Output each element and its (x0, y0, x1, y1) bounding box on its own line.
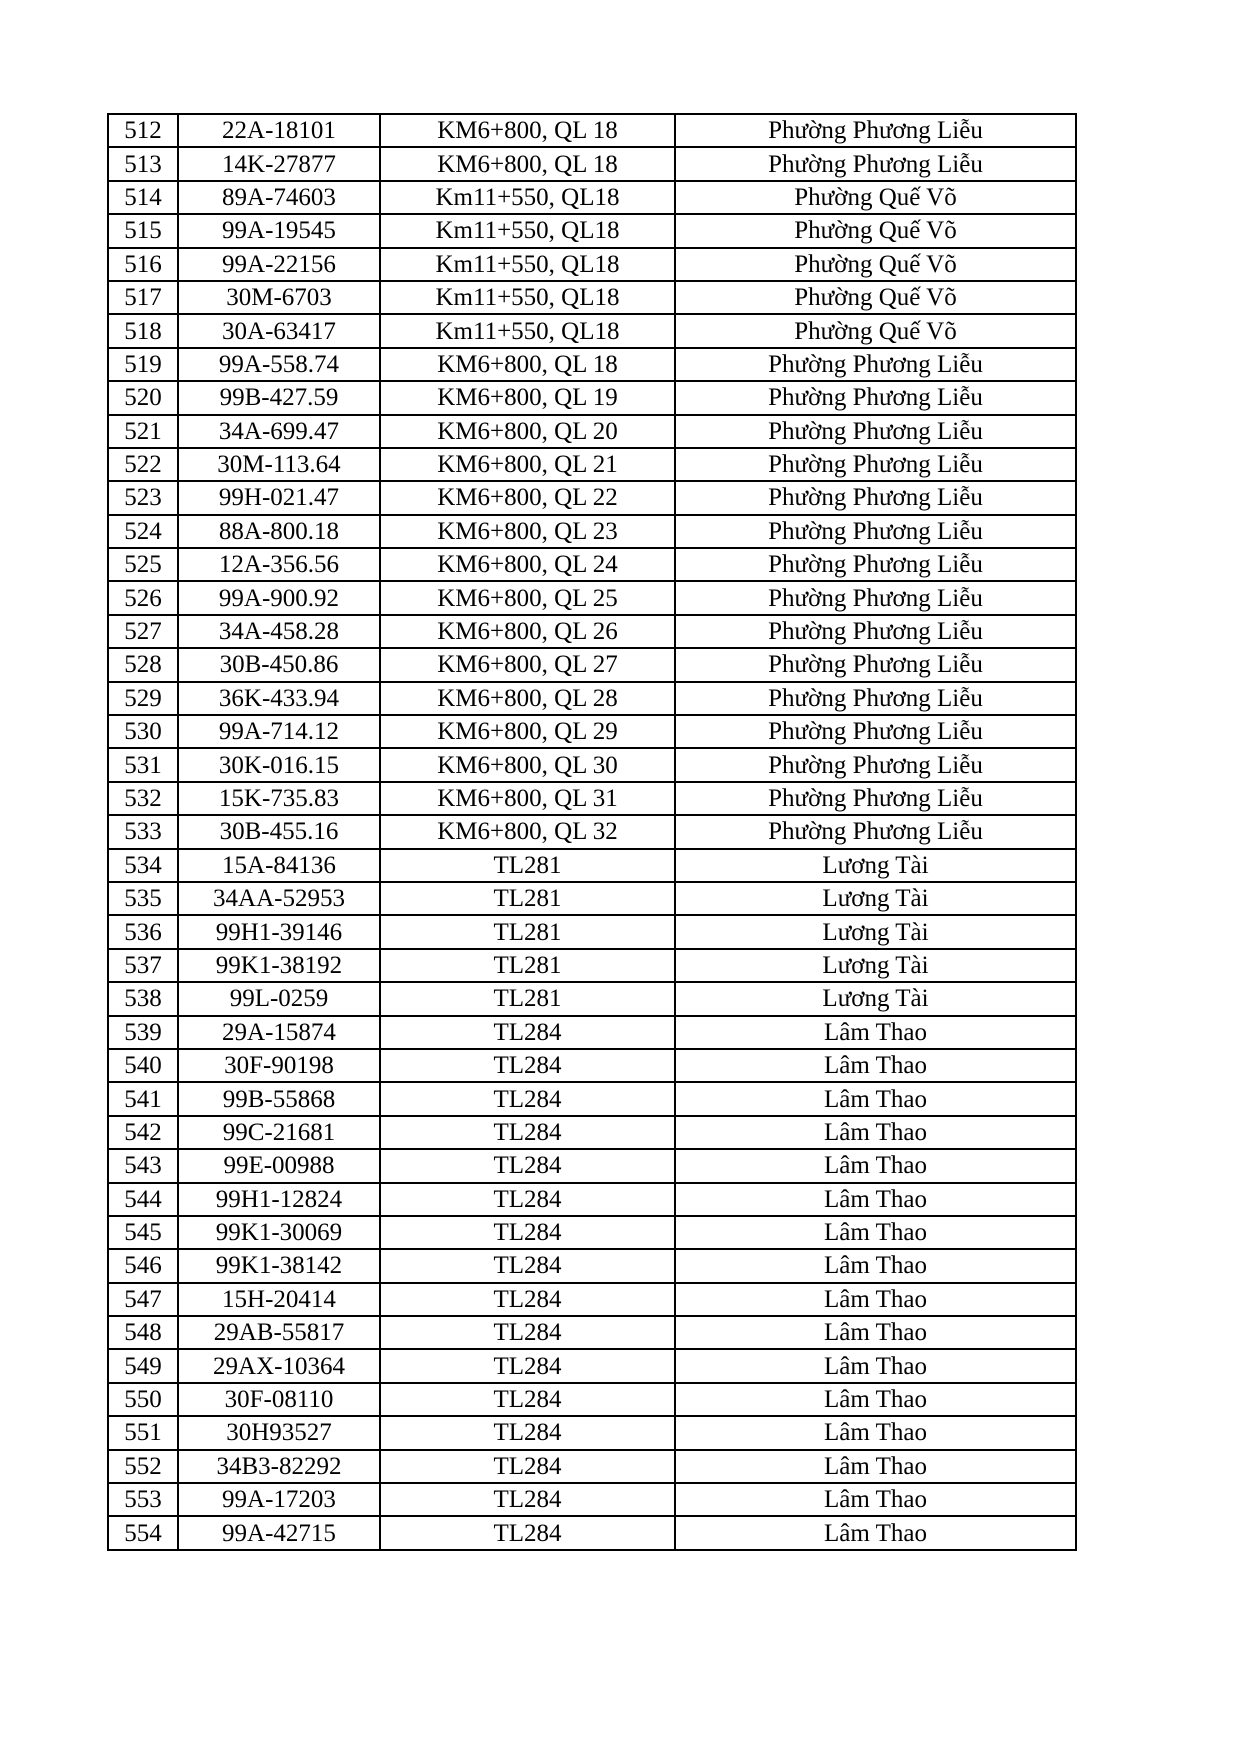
row-number-cell: 554 (108, 1516, 178, 1549)
license-plate-cell: 30F-08110 (178, 1383, 380, 1416)
unit-cell: Phường Quế Võ (675, 281, 1076, 314)
unit-cell: Lương Tài (675, 949, 1076, 982)
location-cell: KM6+800, QL 24 (380, 548, 675, 581)
location-cell: TL281 (380, 949, 675, 982)
location-cell: TL284 (380, 1082, 675, 1115)
table-row (108, 1249, 1076, 1282)
unit-cell: Phường Phương Liễu (675, 815, 1076, 848)
unit-cell: Lâm Thao (675, 1082, 1076, 1115)
location-cell: Km11+550, QL18 (380, 248, 675, 281)
location-cell: TL284 (380, 1316, 675, 1349)
row-number-cell: 513 (108, 147, 178, 180)
unit-cell: Lâm Thao (675, 1316, 1076, 1349)
table-row (108, 1216, 1076, 1249)
row-number-cell: 552 (108, 1450, 178, 1483)
table-row (108, 147, 1076, 180)
license-plate-cell: 15K-735.83 (178, 782, 380, 815)
row-number-cell: 539 (108, 1016, 178, 1049)
row-number-cell: 535 (108, 882, 178, 915)
table-row (108, 815, 1076, 848)
table-row (108, 1450, 1076, 1483)
table-row (108, 1149, 1076, 1182)
license-plate-cell: 99A-558.74 (178, 348, 380, 381)
location-cell: Km11+550, QL18 (380, 281, 675, 314)
license-plate-cell: 99A-19545 (178, 214, 380, 247)
location-cell: TL284 (380, 1483, 675, 1516)
row-number-cell: 514 (108, 181, 178, 214)
license-plate-cell: 15H-20414 (178, 1283, 380, 1316)
unit-cell: Phường Quế Võ (675, 214, 1076, 247)
unit-cell: Phường Quế Võ (675, 181, 1076, 214)
row-number-cell: 517 (108, 281, 178, 314)
location-cell: TL284 (380, 1383, 675, 1416)
row-number-cell: 527 (108, 615, 178, 648)
location-cell: TL284 (380, 1183, 675, 1216)
table-row (108, 782, 1076, 815)
row-number-cell: 515 (108, 214, 178, 247)
unit-cell: Phường Phương Liễu (675, 147, 1076, 180)
location-cell: KM6+800, QL 18 (380, 348, 675, 381)
row-number-cell: 520 (108, 381, 178, 414)
license-plate-cell: 29A-15874 (178, 1016, 380, 1049)
row-number-cell: 525 (108, 548, 178, 581)
row-number-cell: 538 (108, 982, 178, 1015)
location-cell: Km11+550, QL18 (380, 214, 675, 247)
unit-cell: Lương Tài (675, 915, 1076, 948)
location-cell: KM6+800, QL 29 (380, 715, 675, 748)
license-plate-cell: 99A-900.92 (178, 581, 380, 614)
unit-cell: Phường Quế Võ (675, 248, 1076, 281)
license-plate-cell: 99A-22156 (178, 248, 380, 281)
unit-cell: Lương Tài (675, 882, 1076, 915)
table-row (108, 982, 1076, 1015)
row-number-cell: 549 (108, 1349, 178, 1382)
unit-cell: Phường Phương Liễu (675, 348, 1076, 381)
table-row (108, 1116, 1076, 1149)
unit-cell: Lâm Thao (675, 1483, 1076, 1516)
location-cell: KM6+800, QL 27 (380, 648, 675, 681)
license-plate-cell: 22A-18101 (178, 114, 380, 147)
location-cell: TL284 (380, 1116, 675, 1149)
location-cell: TL284 (380, 1216, 675, 1249)
unit-cell: Phường Phương Liễu (675, 782, 1076, 815)
license-plate-cell: 36K-433.94 (178, 682, 380, 715)
location-cell: TL281 (380, 849, 675, 882)
table-row (108, 1283, 1076, 1316)
row-number-cell: 540 (108, 1049, 178, 1082)
license-plate-cell: 34B3-82292 (178, 1450, 380, 1483)
location-cell: KM6+800, QL 23 (380, 515, 675, 548)
license-plate-cell: 99B-55868 (178, 1082, 380, 1115)
unit-cell: Phường Phương Liễu (675, 448, 1076, 481)
table-body (108, 114, 1076, 1550)
row-number-cell: 529 (108, 682, 178, 715)
license-plate-cell: 99K1-38142 (178, 1249, 380, 1282)
row-number-cell: 543 (108, 1149, 178, 1182)
table-row (108, 1516, 1076, 1549)
location-cell: Km11+550, QL18 (380, 181, 675, 214)
unit-cell: Lâm Thao (675, 1016, 1076, 1049)
license-plate-cell: 99A-42715 (178, 1516, 380, 1549)
row-number-cell: 526 (108, 581, 178, 614)
location-cell: KM6+800, QL 28 (380, 682, 675, 715)
table-row (108, 615, 1076, 648)
table-row (108, 381, 1076, 414)
unit-cell: Lâm Thao (675, 1183, 1076, 1216)
row-number-cell: 531 (108, 748, 178, 781)
location-cell: TL284 (380, 1516, 675, 1549)
location-cell: TL281 (380, 882, 675, 915)
row-number-cell: 537 (108, 949, 178, 982)
row-number-cell: 528 (108, 648, 178, 681)
unit-cell: Phường Phương Liễu (675, 615, 1076, 648)
unit-cell: Lâm Thao (675, 1049, 1076, 1082)
table-row (108, 1183, 1076, 1216)
unit-cell: Phường Phương Liễu (675, 415, 1076, 448)
table-row (108, 481, 1076, 514)
table-row (108, 1349, 1076, 1382)
table-row (108, 949, 1076, 982)
unit-cell: Lâm Thao (675, 1249, 1076, 1282)
row-number-cell: 542 (108, 1116, 178, 1149)
unit-cell: Lâm Thao (675, 1416, 1076, 1449)
unit-cell: Lương Tài (675, 849, 1076, 882)
license-plate-cell: 99L-0259 (178, 982, 380, 1015)
unit-cell: Phường Phương Liễu (675, 748, 1076, 781)
table-row (108, 1082, 1076, 1115)
license-plate-cell: 30M-113.64 (178, 448, 380, 481)
unit-cell: Phường Phương Liễu (675, 648, 1076, 681)
location-cell: KM6+800, QL 26 (380, 615, 675, 648)
unit-cell: Lâm Thao (675, 1149, 1076, 1182)
location-cell: TL284 (380, 1149, 675, 1182)
table-row (108, 281, 1076, 314)
license-plate-cell: 34A-699.47 (178, 415, 380, 448)
location-cell: TL284 (380, 1049, 675, 1082)
unit-cell: Lương Tài (675, 982, 1076, 1015)
row-number-cell: 516 (108, 248, 178, 281)
unit-cell: Phường Phương Liễu (675, 114, 1076, 147)
unit-cell: Lâm Thao (675, 1450, 1076, 1483)
row-number-cell: 533 (108, 815, 178, 848)
location-cell: KM6+800, QL 18 (380, 147, 675, 180)
location-cell: TL281 (380, 915, 675, 948)
license-plate-cell: 14K-27877 (178, 147, 380, 180)
license-plate-cell: 89A-74603 (178, 181, 380, 214)
license-plate-cell: 99A-714.12 (178, 715, 380, 748)
row-number-cell: 519 (108, 348, 178, 381)
license-plate-cell: 99B-427.59 (178, 381, 380, 414)
license-plate-cell: 99H1-39146 (178, 915, 380, 948)
unit-cell: Lâm Thao (675, 1116, 1076, 1149)
license-plate-cell: 99C-21681 (178, 1116, 380, 1149)
license-plate-cell: 29AB-55817 (178, 1316, 380, 1349)
row-number-cell: 541 (108, 1082, 178, 1115)
row-number-cell: 512 (108, 114, 178, 147)
table-row (108, 581, 1076, 614)
unit-cell: Lâm Thao (675, 1516, 1076, 1549)
table-row (108, 248, 1076, 281)
unit-cell: Phường Phương Liễu (675, 581, 1076, 614)
unit-cell: Phường Phương Liễu (675, 381, 1076, 414)
table-row (108, 348, 1076, 381)
location-cell: KM6+800, QL 25 (380, 581, 675, 614)
document-page (107, 113, 1077, 1551)
location-cell: KM6+800, QL 18 (380, 114, 675, 147)
license-plate-cell: 30M-6703 (178, 281, 380, 314)
row-number-cell: 523 (108, 481, 178, 514)
license-plate-cell: 30A-63417 (178, 314, 380, 347)
row-number-cell: 553 (108, 1483, 178, 1516)
location-cell: TL284 (380, 1283, 675, 1316)
license-plate-cell: 30K-016.15 (178, 748, 380, 781)
row-number-cell: 536 (108, 915, 178, 948)
license-plate-cell: 34AA-52953 (178, 882, 380, 915)
row-number-cell: 548 (108, 1316, 178, 1349)
row-number-cell: 522 (108, 448, 178, 481)
location-cell: Km11+550, QL18 (380, 314, 675, 347)
location-cell: TL284 (380, 1016, 675, 1049)
row-number-cell: 551 (108, 1416, 178, 1449)
row-number-cell: 544 (108, 1183, 178, 1216)
unit-cell: Phường Phương Liễu (675, 515, 1076, 548)
unit-cell: Phường Phương Liễu (675, 481, 1076, 514)
row-number-cell: 547 (108, 1283, 178, 1316)
license-plate-cell: 99H-021.47 (178, 481, 380, 514)
table-row (108, 915, 1076, 948)
table-row (108, 314, 1076, 347)
license-plate-cell: 15A-84136 (178, 849, 380, 882)
unit-cell: Phường Phương Liễu (675, 682, 1076, 715)
unit-cell: Lâm Thao (675, 1283, 1076, 1316)
row-number-cell: 521 (108, 415, 178, 448)
license-plate-cell: 30H93527 (178, 1416, 380, 1449)
table-row (108, 114, 1076, 147)
license-plate-cell: 99H1-12824 (178, 1183, 380, 1216)
license-plate-cell: 30B-455.16 (178, 815, 380, 848)
table-row (108, 448, 1076, 481)
license-plate-cell: 30F-90198 (178, 1049, 380, 1082)
table-row (108, 214, 1076, 247)
table-row (108, 1483, 1076, 1516)
row-number-cell: 550 (108, 1383, 178, 1416)
location-cell: KM6+800, QL 22 (380, 481, 675, 514)
row-number-cell: 546 (108, 1249, 178, 1282)
location-cell: KM6+800, QL 32 (380, 815, 675, 848)
table-row (108, 715, 1076, 748)
location-cell: TL284 (380, 1416, 675, 1449)
location-cell: TL284 (380, 1450, 675, 1483)
location-cell: KM6+800, QL 21 (380, 448, 675, 481)
license-plate-cell: 99K1-38192 (178, 949, 380, 982)
row-number-cell: 532 (108, 782, 178, 815)
location-cell: TL284 (380, 1249, 675, 1282)
license-plate-cell: 99E-00988 (178, 1149, 380, 1182)
table-row (108, 1383, 1076, 1416)
unit-cell: Phường Phương Liễu (675, 548, 1076, 581)
table-row (108, 1016, 1076, 1049)
table-row (108, 682, 1076, 715)
license-plate-cell: 29AX-10364 (178, 1349, 380, 1382)
table-row (108, 1416, 1076, 1449)
table-row (108, 882, 1076, 915)
location-cell: KM6+800, QL 31 (380, 782, 675, 815)
location-cell: KM6+800, QL 19 (380, 381, 675, 414)
table-row (108, 181, 1076, 214)
table-row (108, 1049, 1076, 1082)
violations-table (107, 113, 1077, 1551)
unit-cell: Lâm Thao (675, 1383, 1076, 1416)
license-plate-cell: 99K1-30069 (178, 1216, 380, 1249)
table-row (108, 648, 1076, 681)
license-plate-cell: 88A-800.18 (178, 515, 380, 548)
row-number-cell: 545 (108, 1216, 178, 1249)
location-cell: KM6+800, QL 20 (380, 415, 675, 448)
unit-cell: Phường Phương Liễu (675, 715, 1076, 748)
table-row (108, 515, 1076, 548)
table-row (108, 1316, 1076, 1349)
location-cell: TL281 (380, 982, 675, 1015)
location-cell: KM6+800, QL 30 (380, 748, 675, 781)
location-cell: TL284 (380, 1349, 675, 1382)
table-row (108, 548, 1076, 581)
table-row (108, 748, 1076, 781)
license-plate-cell: 12A-356.56 (178, 548, 380, 581)
row-number-cell: 534 (108, 849, 178, 882)
license-plate-cell: 99A-17203 (178, 1483, 380, 1516)
row-number-cell: 530 (108, 715, 178, 748)
table-row (108, 849, 1076, 882)
unit-cell: Phường Quế Võ (675, 314, 1076, 347)
row-number-cell: 518 (108, 314, 178, 347)
table-row (108, 415, 1076, 448)
unit-cell: Lâm Thao (675, 1216, 1076, 1249)
license-plate-cell: 34A-458.28 (178, 615, 380, 648)
license-plate-cell: 30B-450.86 (178, 648, 380, 681)
row-number-cell: 524 (108, 515, 178, 548)
unit-cell: Lâm Thao (675, 1349, 1076, 1382)
